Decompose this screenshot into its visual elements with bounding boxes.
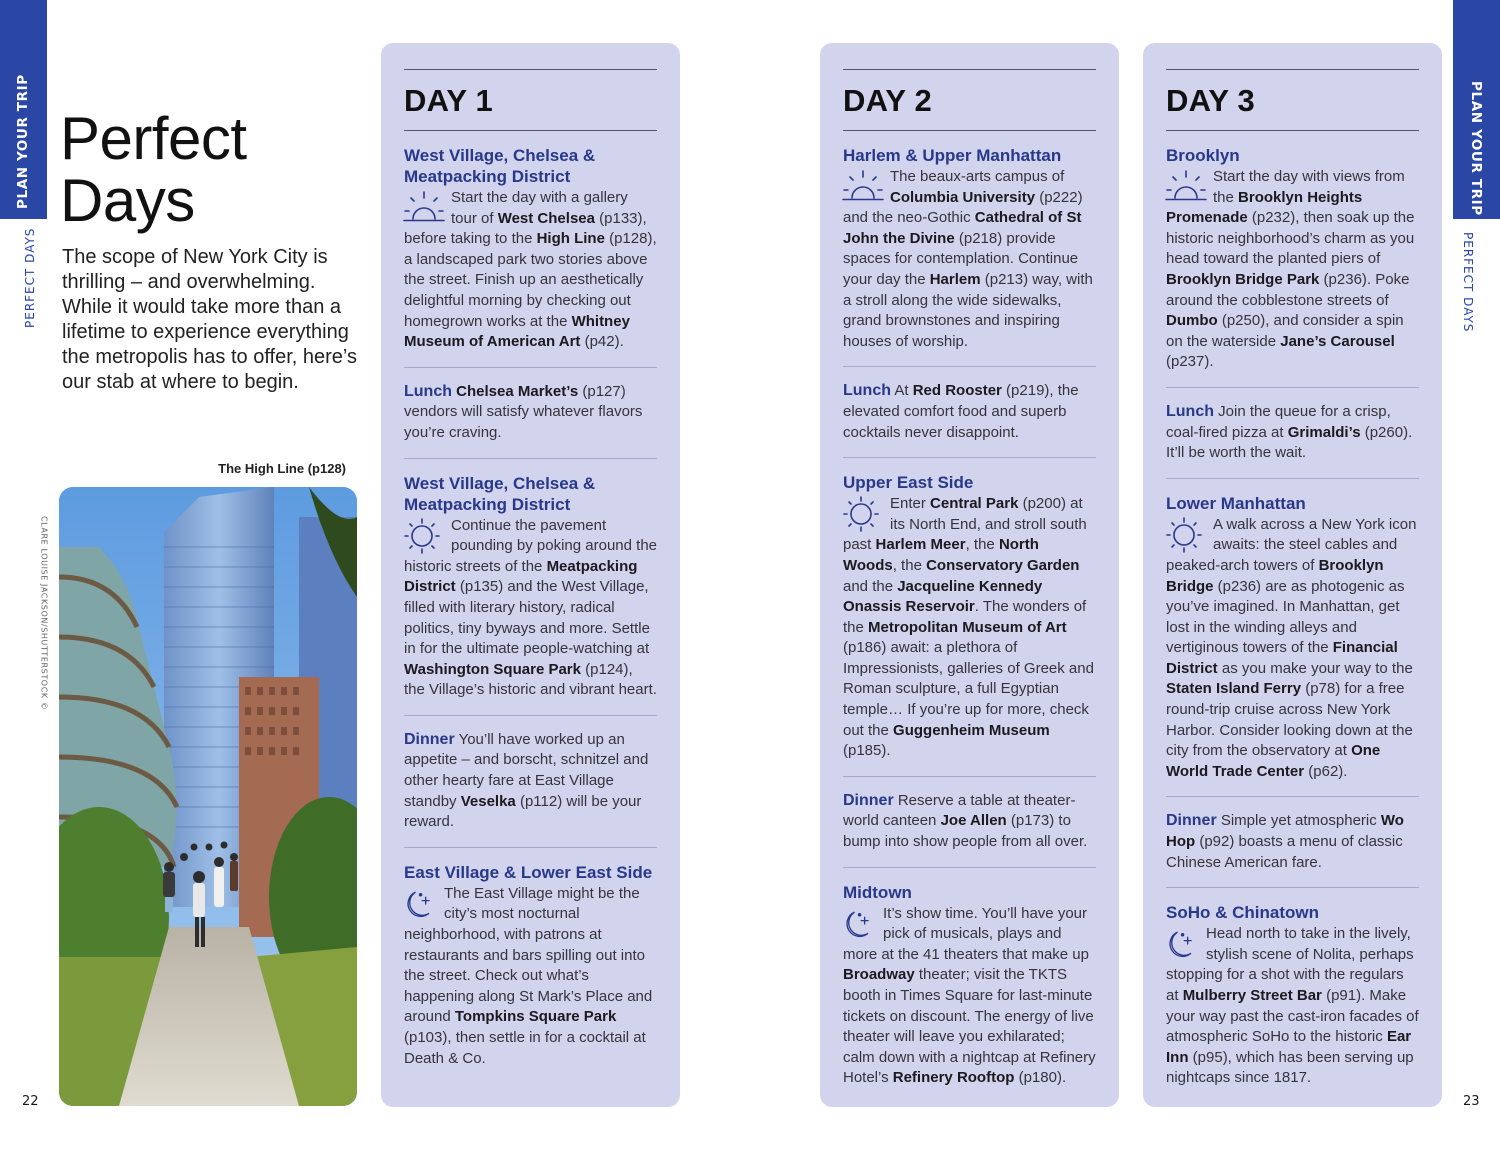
morning-section	[404, 131, 657, 367]
section-body: Enter Central Park (p200) at its North End, and stroll south past Harlem Meer, the North Woods, the Conservatory Garden and the Jacqueline Kennedy Onassis Reservoir. The wonders of the Metropolitan Museum of Art (p186) await: a plethora of Impressionists, galleries of Greek and Roman sculpture, a full Egyptian temple… If you’re up for more, check out the Guggenheim Museum (p185).	[843, 495, 1094, 760]
highlighted-place: Ear Inn	[1166, 1028, 1412, 1066]
highlighted-place: Red Rooster	[912, 382, 1002, 400]
page-number-right: 23	[1463, 1094, 1480, 1109]
section-heading: Midtown	[843, 882, 912, 902]
meal-label: Lunch	[1166, 402, 1214, 420]
section-body	[404, 730, 657, 833]
afternoon-section	[404, 459, 657, 715]
section-tab-left	[0, 0, 47, 219]
section-body: It’s show time. You’ll have your pick of musicals, plays and more at the 41 theaters that make up Broadway theater; visit the TKTS booth in Times Square for last-minute tickets on discount. The energy of live theater will leave you exhilarated; calm down with a nightcap at Refinery Hotel’s Refinery Rooftop (p180).	[843, 904, 1096, 1087]
morning-section	[1166, 131, 1419, 387]
highlighted-place: West Chelsea	[497, 209, 595, 227]
meal-text: Simple yet atmospheric Wo Hop (p92) boasts a menu of classic Chinese American fare.	[1166, 812, 1404, 871]
meal-label: Lunch	[843, 382, 891, 400]
section-heading: East Village & Lower East Side	[404, 862, 653, 882]
highlighted-place: Columbia University	[890, 188, 1036, 206]
page-number-left: 22	[22, 1094, 39, 1109]
highlighted-place: Meatpacking District	[404, 557, 638, 596]
meal-text: At Red Rooster (p219), the elevated comfort food and superb cocktails never disappoint.	[843, 382, 1079, 441]
section-body: Continue the pavement pounding by poking around the historic streets of the Meatpacking District (p135) and the West Village, filled with literary history, radical politics, tiny byways and more. Settle in for the ultimate people-watching at Washington Square Park (p124), the Village’s historic and vibrant heart.	[404, 516, 658, 699]
day-title: DAY 3	[1166, 83, 1255, 118]
meal-text: Reserve a table at theater-world canteen Joe Allen (p173) to bump into show people from all over.	[843, 791, 1088, 851]
sunrise-icon	[841, 168, 886, 206]
evening-section	[843, 868, 1096, 1103]
moon-stars-icon	[1164, 925, 1202, 963]
highlighted-place: Financial District	[1166, 639, 1398, 677]
highlighted-place: Joe Allen	[940, 812, 1007, 830]
highlighted-place: High Line	[536, 230, 605, 248]
day-card-3	[1143, 43, 1442, 1107]
highlighted-place: One World Trade Center	[1166, 742, 1381, 780]
section-heading: Brooklyn	[1166, 146, 1240, 165]
highlighted-place: Cathedral of St John the Divine	[843, 209, 1082, 247]
dinner-section	[404, 716, 657, 847]
subsection-label-right: PERFECT DAYS	[1461, 232, 1475, 333]
section-tab-label: PLAN YOUR TRIP	[1468, 81, 1484, 216]
highlighted-place: Harlem	[929, 270, 981, 288]
section-body: Start the day with a gallery tour of West Chelsea (p133), before taking to the High Line (p128), a landscaped park two stories above the street. Finish up an aesthetically delightful morning by checking out homegrown works at the Whitney Museum of American Art (p42).	[404, 189, 657, 351]
section-body: The beaux-arts campus of Columbia University (p222) and the neo-Gothic Cathedral of St John the Divine (p218) provide spaces for contemplation. Continue your day the Harlem (p213) way, with a stroll along the wide sidewalks, grand brownstones and inspiring houses of worship.	[843, 168, 1093, 350]
section-heading: Harlem & Upper Manhattan	[843, 146, 1062, 165]
page-title-line: Perfect	[60, 105, 247, 172]
page-title-line: Days	[60, 167, 195, 234]
lunch-section	[843, 367, 1096, 457]
section-heading: West Village, Chelsea & Meatpacking District	[404, 473, 596, 514]
sunrise-icon	[402, 189, 447, 227]
high-line-photo	[59, 487, 357, 1106]
section-body	[404, 382, 657, 444]
highlighted-place: Brooklyn Bridge	[1166, 556, 1384, 595]
highlighted-place: Staten Island Ferry	[1166, 680, 1302, 698]
meal-label: Dinner	[843, 791, 894, 809]
afternoon-section	[1166, 479, 1419, 797]
highlighted-place: Washington Square Park	[404, 660, 581, 678]
highlighted-place: Guggenheim Museum	[893, 721, 1050, 739]
intro-paragraph: The scope of New York City is thrilling – and overwhelming. While it would take more than a lifetime to experience everything the metropolis has to offer, here’s our stab at where to begin.	[62, 246, 357, 393]
section-body: Head north to take in the lively, stylish scene of Nolita, perhaps stopping for a shot with the regulars at Mulberry Street Bar (p91). Make your way past the cast-iron facades of atmospheric SoHo to the historic Ear Inn (p95), which has been serving up nightcaps since 1817.	[1166, 925, 1419, 1087]
section-body: The East Village might be the city’s most nocturnal neighborhood, with patrons at restaurants and bars spilling out into the street. Check out what’s happening along St Mark’s Place and around Tompkins Square Park (p103), then settle in for a cocktail at Death & Co.	[404, 884, 653, 1067]
meal-text: Join the queue for a crisp, coal-fired pizza at Grimaldi’s (p260). It’ll be worth the wait.	[1166, 402, 1413, 462]
section-body: A walk across a New York icon awaits: the steel cables and peaked-arch towers of Brooklyn Bridge (p236) are as photogenic as you’ve imagined. In Manhattan, get lost in the winding alleys and vertiginous towers of the Financial District as you make your way to the Staten Island Ferry (p78) for a free round-trip cruise across New York Harbor. Consider looking down at the city from the observatory at One World Trade Center (p62).	[1166, 515, 1417, 780]
highlighted-place: Dumbo	[1166, 312, 1218, 330]
highlighted-place: Veselka	[460, 792, 516, 810]
section-body	[843, 381, 1096, 443]
morning-section	[843, 131, 1096, 366]
meal-label: Lunch	[404, 382, 452, 400]
highlighted-place: North Woods	[843, 536, 1039, 574]
highlighted-place: Central Park	[930, 495, 1019, 513]
section-body	[843, 791, 1096, 853]
subsection-label-left: PERFECT DAYS	[23, 227, 37, 328]
section-tab-right	[1453, 0, 1500, 219]
highlighted-place: Wo Hop	[1166, 812, 1404, 851]
photo-caption: The High Line (p128)	[218, 461, 346, 476]
lunch-section	[404, 368, 657, 458]
high-line-illustration	[59, 487, 357, 1106]
section-tab-label: PLAN YOUR TRIP	[15, 74, 31, 209]
section-body	[1166, 811, 1419, 873]
highlighted-place: Broadway	[843, 966, 915, 984]
dinner-section	[1166, 797, 1419, 887]
highlighted-place: Jacqueline Kennedy Onassis Reservoir	[843, 577, 1043, 616]
highlighted-place: Conservatory Garden	[926, 556, 1080, 574]
highlighted-place: Refinery Rooftop	[892, 1069, 1015, 1087]
sun-icon	[402, 517, 447, 555]
highlighted-place: Mulberry Street Bar	[1182, 987, 1322, 1004]
dinner-section	[843, 777, 1096, 867]
evening-section	[1166, 888, 1419, 1103]
highlighted-place: Harlem Meer	[875, 536, 966, 554]
highlighted-place: Jane’s Carousel	[1280, 332, 1395, 350]
highlighted-place: Chelsea Market’s	[456, 382, 579, 400]
day-title: DAY 1	[404, 83, 493, 118]
section-body	[1166, 402, 1419, 464]
meal-label: Dinner	[404, 730, 455, 748]
evening-section	[404, 848, 657, 1083]
lunch-section	[1166, 388, 1419, 478]
page-title	[60, 105, 247, 234]
highlighted-place: Tompkins Square Park	[454, 1008, 617, 1026]
sun-icon	[841, 495, 886, 533]
sun-icon	[1164, 516, 1209, 554]
highlighted-place: Brooklyn Bridge Park	[1166, 270, 1320, 288]
section-heading: West Village, Chelsea & Meatpacking District	[404, 146, 596, 186]
meal-text: You’ll have worked up an appetite – and borscht, schnitzel and other hearty fare at East Village standby Veselka (p112) will be your reward.	[404, 730, 649, 831]
highlighted-place: Metropolitan Museum of Art	[868, 618, 1067, 636]
day-card-2	[820, 43, 1119, 1107]
moon-stars-icon	[841, 905, 879, 943]
highlighted-place: Whitney Museum of American Art	[404, 312, 630, 351]
section-heading: SoHo & Chinatown	[1166, 903, 1319, 923]
afternoon-section	[843, 458, 1096, 776]
day-card-1	[381, 43, 680, 1107]
sunrise-icon	[1164, 168, 1209, 206]
section-heading: Lower Manhattan	[1166, 493, 1306, 513]
meal-label: Dinner	[1166, 812, 1217, 830]
meal-text: Chelsea Market’s (p127) vendors will satisfy whatever flavors you’re craving.	[404, 382, 643, 441]
photo-credit: CLARE LOUISE JACKSON/SHUTTERSTOCK ©	[39, 516, 49, 711]
highlighted-place: Grimaldi’s	[1287, 423, 1361, 441]
section-heading: Upper East Side	[843, 473, 974, 493]
moon-stars-icon	[402, 885, 440, 923]
highlighted-place: Brooklyn Heights Promenade	[1166, 188, 1363, 227]
day-title: DAY 2	[843, 83, 932, 118]
section-body: Start the day with views from the Brooklyn Heights Promenade (p232), then soak up the historic neighborhood’s charm as you head toward the planted piers of Brooklyn Bridge Park (p236). Poke around the cobblestone streets of Dumbo (p250), and consider a spin on the waterside Jane’s Carousel (p237).	[1166, 168, 1415, 371]
